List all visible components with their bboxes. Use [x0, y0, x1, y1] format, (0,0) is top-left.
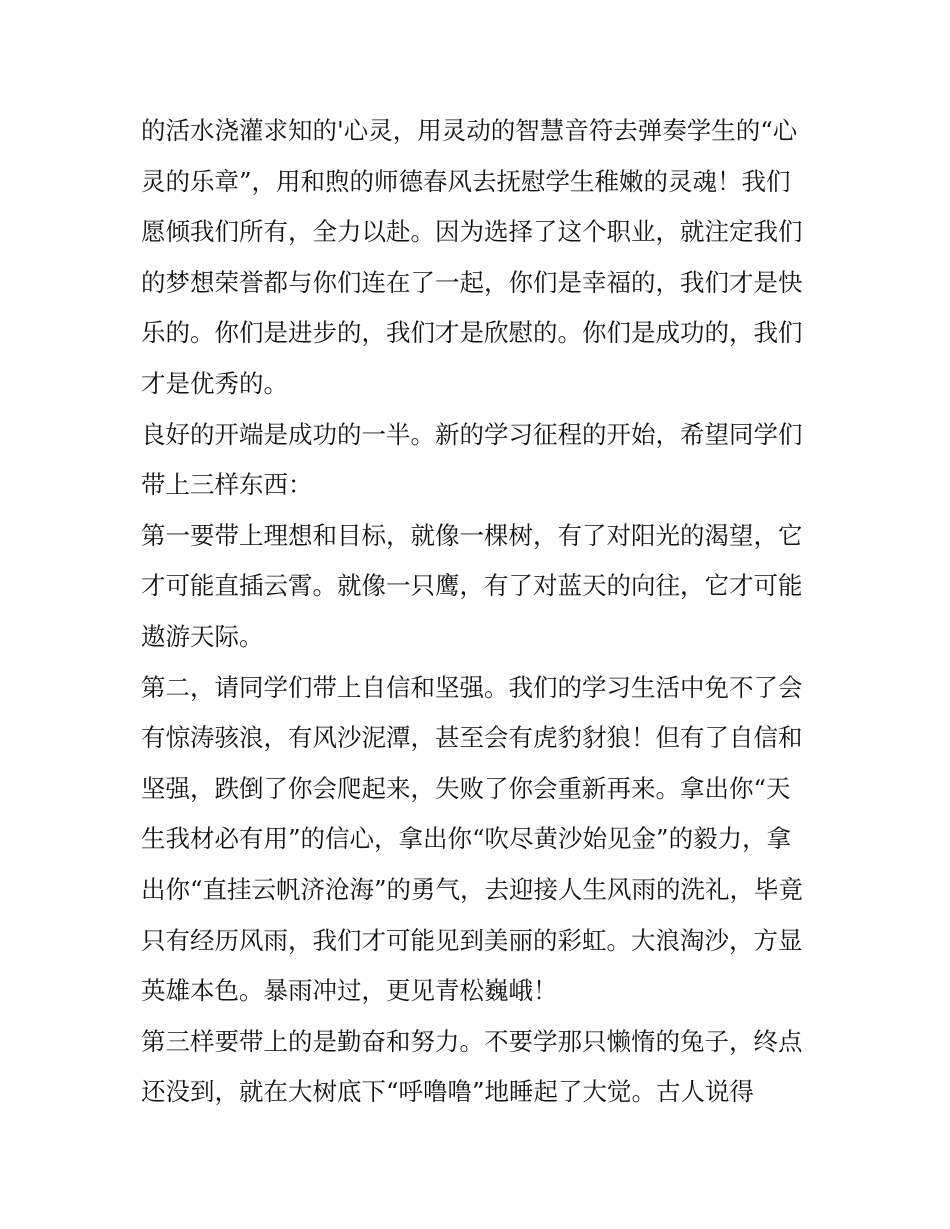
- document-body: [141, 106, 821, 1118]
- text-line: 遨游天际。: [141, 621, 264, 651]
- text-line: 乐的。你们是进步的，我们才是欣慰的。你们是成功的，我们: [141, 318, 803, 348]
- text-line: 的梦想荣誉都与你们连在了一起，你们是幸福的，我们才是快: [141, 267, 803, 297]
- text-line: 生我材必有用”的信心，拿出你“吹尽黄沙始见金”的毅力，拿: [141, 824, 792, 854]
- text-line: 才是优秀的。: [141, 368, 288, 398]
- text-line: 还没到，就在大树底下“呼噜噜”地睡起了大觉。古人说得: [141, 1077, 755, 1107]
- text-line: 坚强，跌倒了你会爬起来，失败了你会重新再来。拿出你“天: [141, 773, 791, 803]
- text-line: 只有经历风雨，我们才可能见到美丽的彩虹。大浪淘沙，方显: [141, 925, 803, 955]
- text-line: 第三样要带上的是勤奋和努力。不要学那只懒惰的兔子，终点: [141, 1026, 803, 1056]
- text-line: 愿倾我们所有，全力以赴。因为选择了这个职业，就注定我们: [141, 217, 803, 247]
- text-line: 出你“直挂云帆济沧海”的勇气，去迎接人生风雨的洗礼，毕竟: [141, 874, 804, 904]
- text-line: 良好的开端是成功的一半。新的学习征程的开始，希望同学们: [141, 419, 803, 449]
- text-line: 灵的乐章”，用和煦的师德春风去抚慰学生稚嫩的灵魂！我们: [141, 166, 791, 196]
- text-line: 带上三样东西：: [141, 470, 313, 500]
- text-line: 英雄本色。暴雨冲过，更见青松巍峨！: [141, 976, 558, 1006]
- text-line: 的活水浇灌求知的'心灵，用灵动的智慧音符去弹奏学生的“心: [141, 116, 798, 145]
- text-line: 第一要带上理想和目标，就像一棵树，有了对阳光的渴望，它: [141, 520, 803, 550]
- text-line: 第二，请同学们带上自信和坚强。我们的学习生活中免不了会: [141, 672, 803, 702]
- text-line: 有惊涛骇浪，有风沙泥潭，甚至会有虎豹豺狼！但有了自信和: [141, 723, 803, 753]
- text-line: 才可能直插云霄。就像一只鹰，有了对蓝天的向往，它才可能: [141, 571, 803, 601]
